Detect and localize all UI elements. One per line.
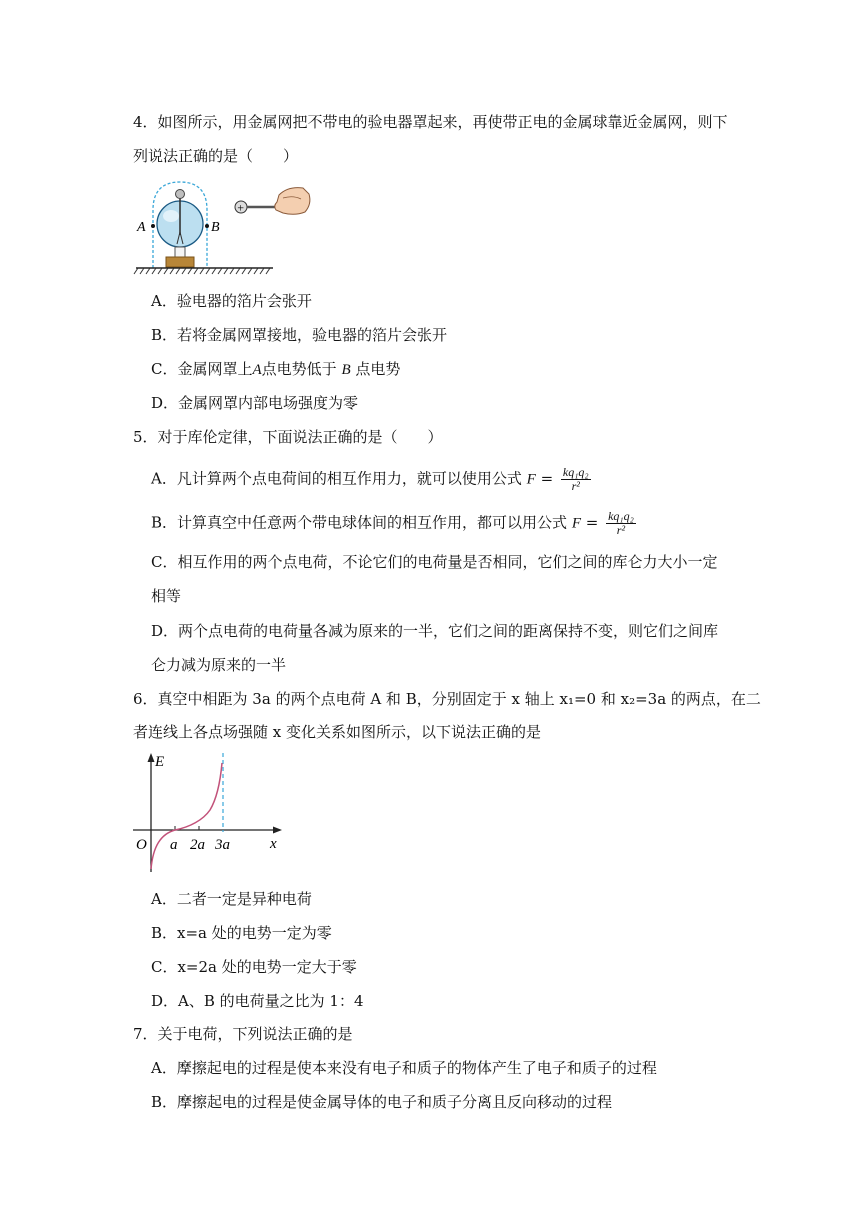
q4-option-c-pre: C．金属网罩上 xyxy=(151,360,253,378)
q4-option-d: D．金属网罩内部电场强度为零 xyxy=(151,394,359,412)
q7-option-b: B．摩擦起电的过程是使金属导体的电子和质子分离且反向移动的过程 xyxy=(151,1093,613,1111)
formula-denominator: r² xyxy=(571,479,580,493)
q4-option-a: A．验电器的箔片会张开 xyxy=(151,292,312,310)
q6-stem-line2: 者连线上各点场强随 x 变化关系如图所示，以下说法正确的是 xyxy=(133,723,541,741)
q6-stem-line1: 6．真空中相距为 3a 的两个点电荷 A 和 B，分别固定于 x 轴上 x₁=0 和 x₂=3a 的两点，在二 xyxy=(133,690,761,708)
electroscope-figure xyxy=(133,180,313,275)
formula-numerator: kq₁q₂ xyxy=(608,509,634,523)
q5-option-a-text: A．凡计算两个点电荷间的相互作用力，就可以使用公式 xyxy=(151,469,522,488)
field-graph xyxy=(130,750,290,880)
q6-option-d: D．A、B 的电荷量之比为 1：4 xyxy=(151,992,364,1010)
formula-fraction xyxy=(561,466,591,493)
q7-stem: 7．关于电荷，下列说法正确的是 xyxy=(133,1025,353,1043)
q5-option-a xyxy=(151,466,591,493)
q5-stem: 5．对于库伦定律，下面说法正确的是（ ） xyxy=(133,428,443,446)
axis-x-label: x xyxy=(270,836,277,852)
q5-option-b xyxy=(151,510,636,537)
q5-option-b-text: B．计算真空中任意两个带电球体间的相互作用，都可以用公式 xyxy=(151,513,568,532)
point-b-label: B xyxy=(211,220,220,235)
q4-option-c-var2: B xyxy=(341,362,351,378)
q6-option-b: B．x=a 处的电势一定为零 xyxy=(151,924,332,942)
q5-option-d-line2: 仑力减为原来的一半 xyxy=(151,656,287,674)
q4-option-c-post: 点电势 xyxy=(355,360,401,378)
q4-option-c-var1: A xyxy=(252,362,262,378)
tick-label-a: a xyxy=(170,837,178,853)
q7-option-a: A．摩擦起电的过程是使本来没有电子和质子的物体产生了电子和质子的过程 xyxy=(151,1059,657,1077)
point-a-label: A xyxy=(137,220,146,235)
q4-option-b: B．若将金属网罩接地，验电器的箔片会张开 xyxy=(151,326,448,344)
q5-option-d-line1: D．两个点电荷的电荷量各减为原来的一半，它们之间的距离保持不变，则它们之间库 xyxy=(151,622,719,640)
q4-option-c-mid: 点电势低于 xyxy=(261,360,337,378)
q5-option-c-line1: C．相互作用的两个点电荷，不论它们的电荷量是否相同，它们之间的库仑力大小一定 xyxy=(151,553,718,571)
q6-option-c: C．x=2a 处的电势一定大于零 xyxy=(151,958,357,976)
formula-fraction xyxy=(606,510,636,537)
plus-sign: + xyxy=(236,200,245,215)
formula-numerator: kq₁q₂ xyxy=(562,465,589,479)
q6-option-a: A．二者一定是异种电荷 xyxy=(151,890,312,908)
q4-stem-line2: 列说法正确的是（ ） xyxy=(133,147,299,165)
origin-label: O xyxy=(136,837,147,853)
axis-y-label: E xyxy=(155,754,165,770)
q4-option-c xyxy=(151,359,400,380)
q5-option-c-line2: 相等 xyxy=(151,587,182,605)
tick-label-2a: 2a xyxy=(190,837,205,853)
formula-lhs: F xyxy=(526,471,536,488)
tick-label-3a: 3a xyxy=(215,837,230,853)
formula-denominator: r² xyxy=(616,523,626,537)
q4-stem-line1: 4．如图所示，用金属网把不带电的验电器罩起来，再使带正电的金属球靠近金属网，则下 xyxy=(133,113,728,131)
formula-eq: = xyxy=(580,513,604,532)
formula-eq: = xyxy=(535,469,558,488)
formula-lhs: F xyxy=(571,515,581,532)
